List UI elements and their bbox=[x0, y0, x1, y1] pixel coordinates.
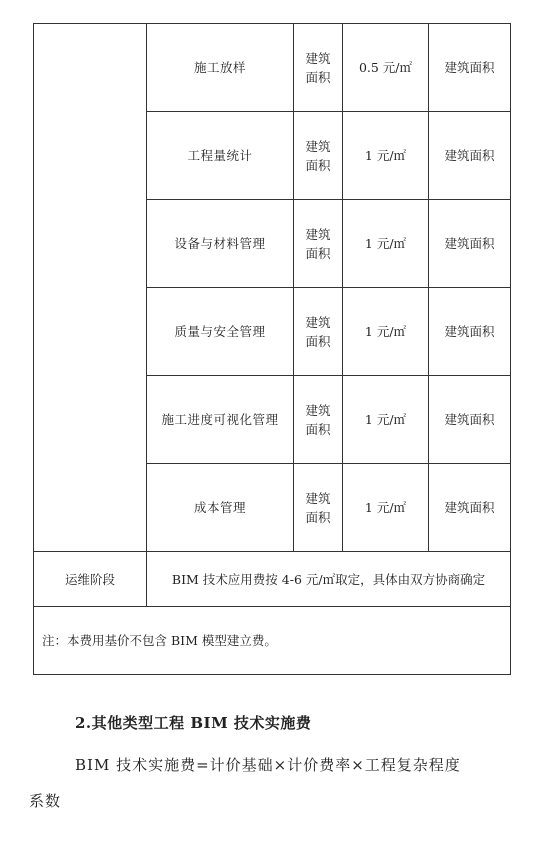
unit-cell bbox=[294, 112, 343, 200]
basis-cell: 建筑面积 bbox=[429, 200, 511, 288]
unit-text: 建筑面积 bbox=[305, 314, 331, 349]
basis-cell: 建筑面积 bbox=[429, 24, 511, 112]
unit-text: 建筑面积 bbox=[305, 490, 331, 525]
formula-line-2: 系数 bbox=[29, 792, 62, 810]
table-note: 注：本费用基价不包含 BIM 模型建立费。 bbox=[34, 607, 511, 675]
unit-text: 建筑面积 bbox=[305, 402, 331, 437]
basis-cell: 建筑面积 bbox=[429, 376, 511, 464]
price-cell: 1 元/㎡ bbox=[343, 200, 429, 288]
task-cell: 质量与安全管理 bbox=[147, 288, 294, 376]
unit-cell bbox=[294, 288, 343, 376]
unit-cell bbox=[294, 200, 343, 288]
unit-cell bbox=[294, 464, 343, 552]
price-cell: 1 元/㎡ bbox=[343, 112, 429, 200]
unit-cell bbox=[294, 376, 343, 464]
basis-cell: 建筑面积 bbox=[429, 464, 511, 552]
stage-cell-ops: 运维阶段 bbox=[34, 552, 147, 607]
task-cell: 工程量统计 bbox=[147, 112, 294, 200]
task-cell: 设备与材料管理 bbox=[147, 200, 294, 288]
table-row-note bbox=[34, 607, 511, 675]
ops-stage-description: BIM 技术应用费按 4-6 元/㎡取定，具体由双方协商确定 bbox=[147, 552, 511, 607]
price-cell: 1 元/㎡ bbox=[343, 376, 429, 464]
formula-line-1: BIM 技术实施费=计价基础×计价费率×工程复杂程度 bbox=[75, 756, 461, 774]
unit-text: 建筑面积 bbox=[305, 50, 331, 85]
unit-cell bbox=[294, 24, 343, 112]
section-heading: 2.其他类型工程 BIM 技术实施费 bbox=[75, 714, 312, 732]
price-cell: 0.5 元/㎡ bbox=[343, 24, 429, 112]
price-cell: 1 元/㎡ bbox=[343, 464, 429, 552]
price-cell: 1 元/㎡ bbox=[343, 288, 429, 376]
task-cell: 施工放样 bbox=[147, 24, 294, 112]
stage-cell-construction bbox=[34, 24, 147, 552]
fee-table bbox=[33, 23, 511, 675]
basis-cell: 建筑面积 bbox=[429, 288, 511, 376]
basis-cell: 建筑面积 bbox=[429, 112, 511, 200]
unit-text: 建筑面积 bbox=[305, 226, 331, 261]
table-row-ops-stage bbox=[34, 552, 511, 607]
unit-text: 建筑面积 bbox=[305, 138, 331, 173]
table-row bbox=[34, 24, 511, 112]
task-cell: 施工进度可视化管理 bbox=[147, 376, 294, 464]
task-cell: 成本管理 bbox=[147, 464, 294, 552]
